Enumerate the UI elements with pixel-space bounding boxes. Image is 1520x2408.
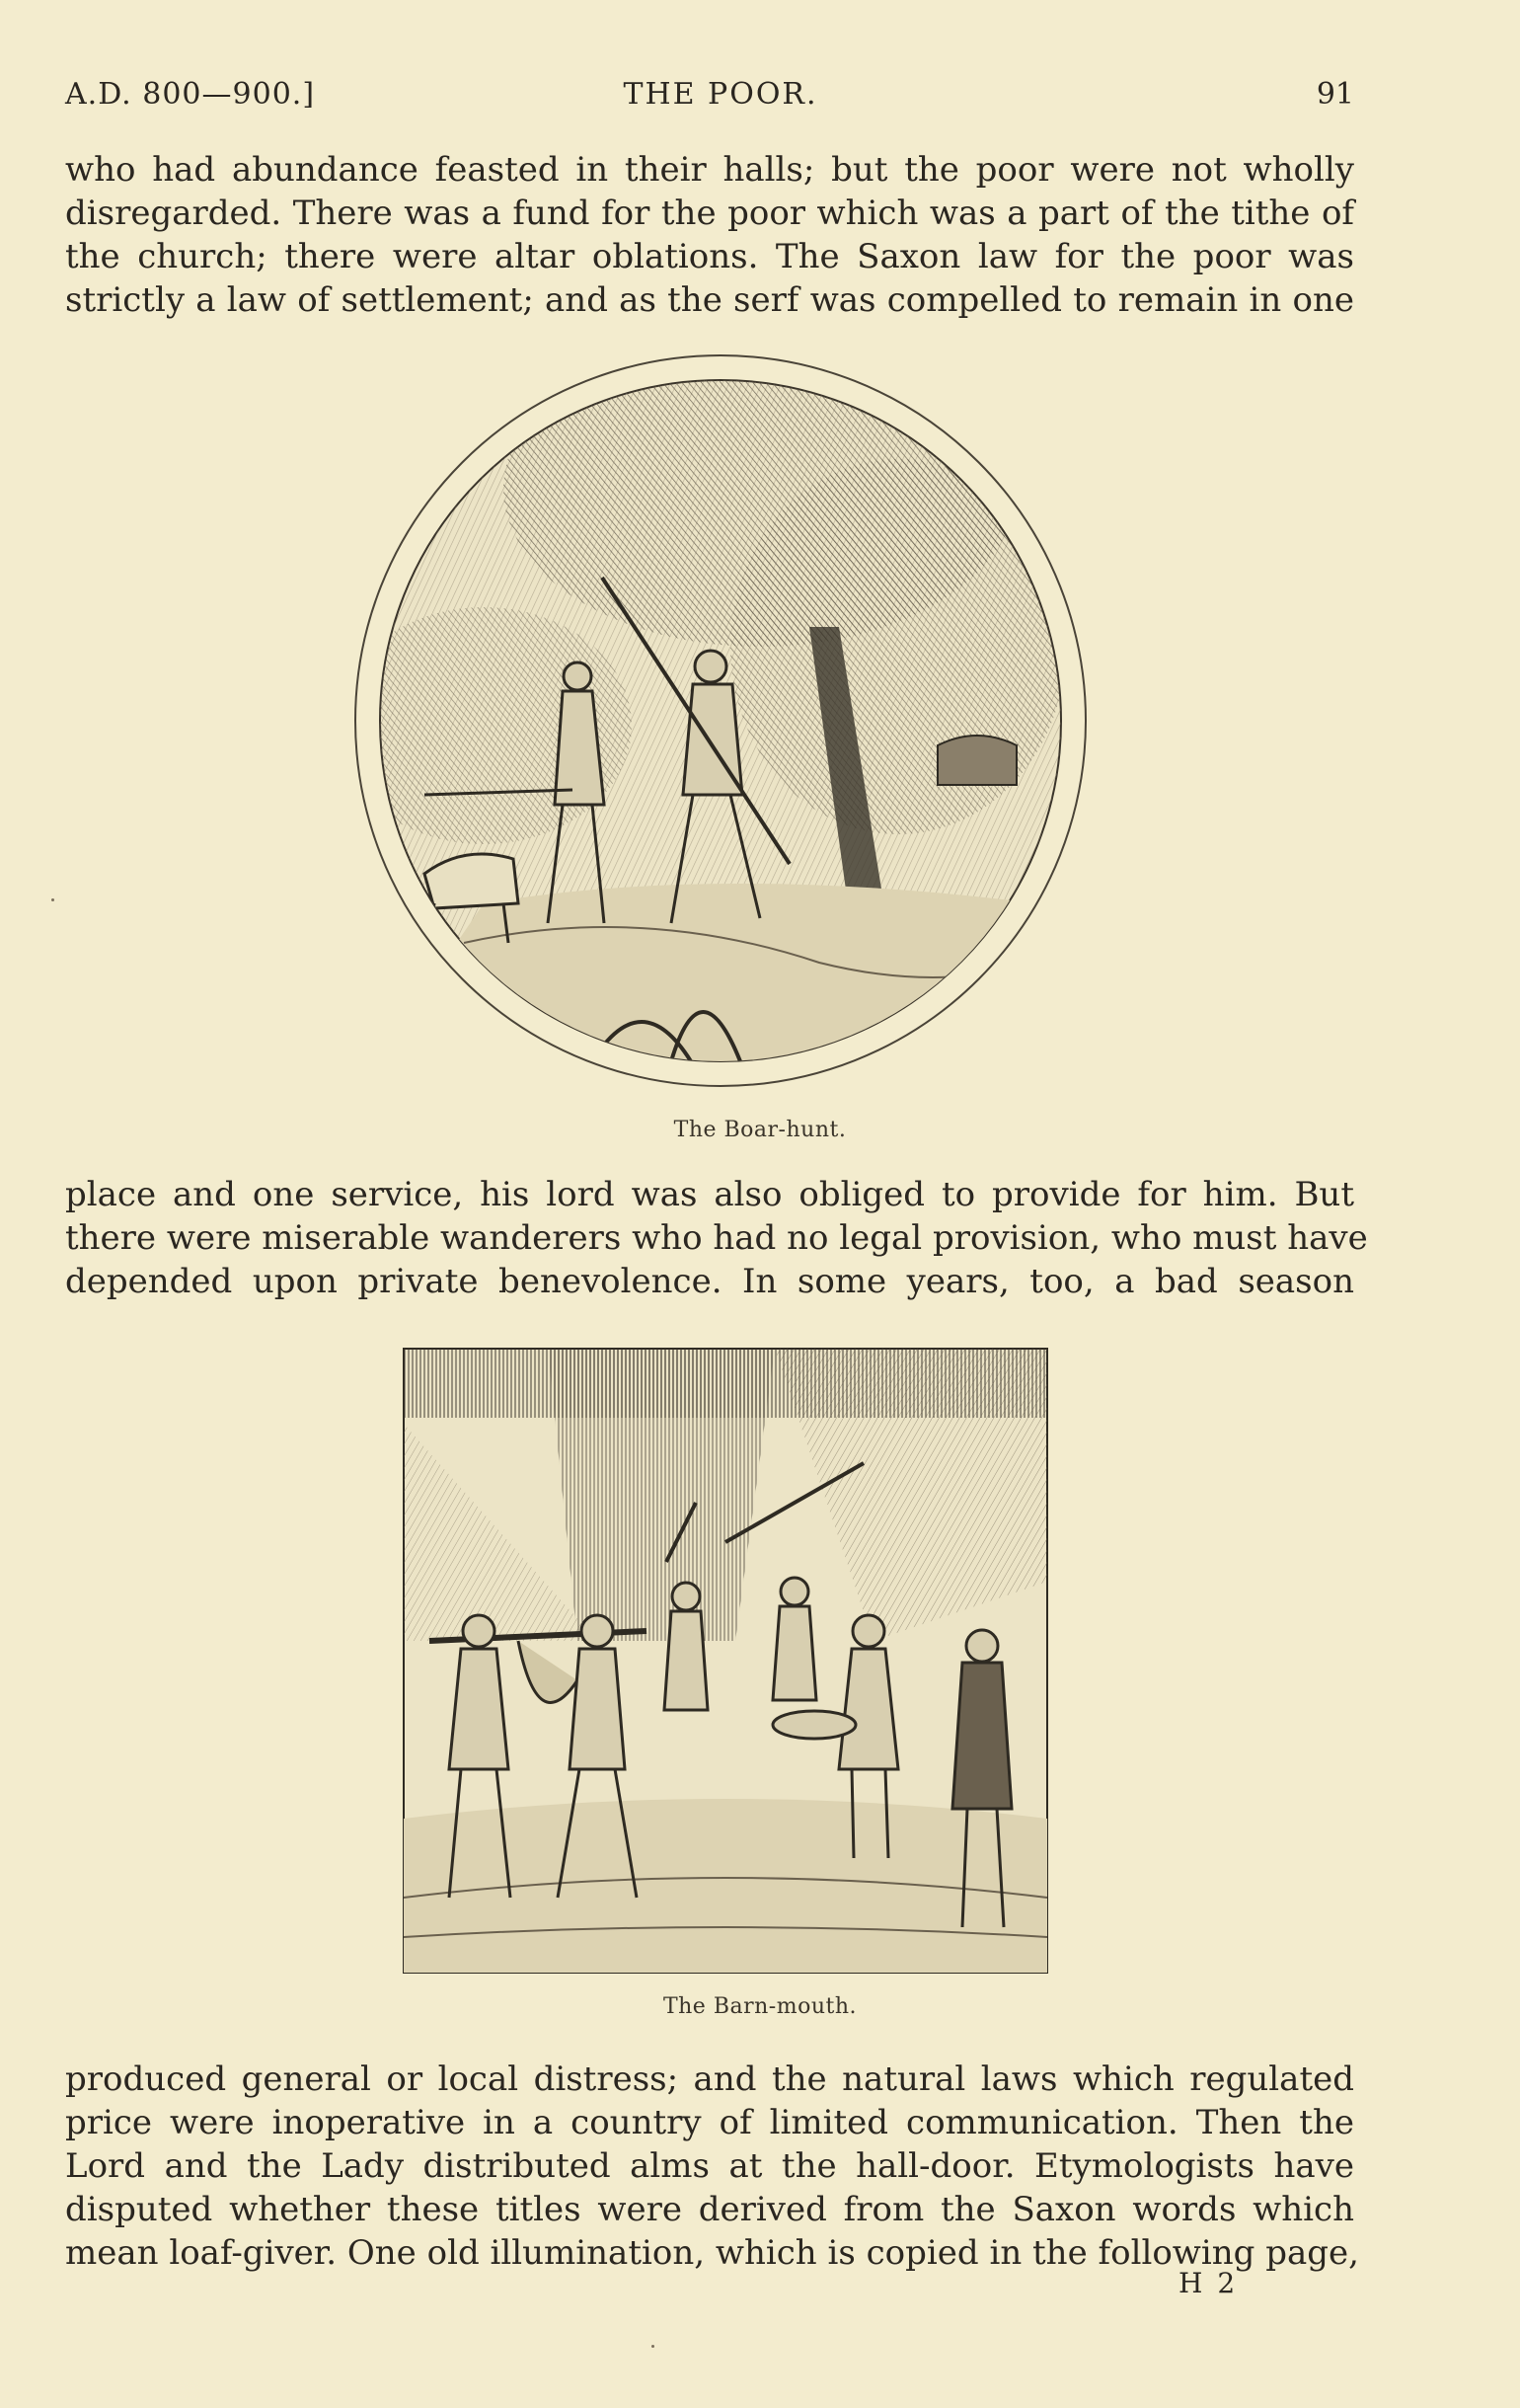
barn-mouth-caption: The Barn-mouth. <box>662 1994 858 2019</box>
text-line: mean loaf-giver. One old illumination, which is copied in the following page, <box>65 2233 1359 2273</box>
text-line: Lord and the Lady distributed alms at the hall-door. Etymologists have <box>65 2146 1354 2186</box>
paragraph-top <box>65 148 1354 322</box>
text-line: who had abundance feasted in their halls; but the poor were not wholly <box>65 150 1354 190</box>
paper-speck <box>651 2345 654 2348</box>
paragraph-middle <box>65 1173 1368 1303</box>
text-line: produced general or local distress; and the natural laws which regulated <box>65 2059 1354 2099</box>
boar-hunt-caption: The Boar-hunt. <box>673 1118 847 1142</box>
header-chapter-title: THE POOR. <box>623 77 818 112</box>
page-number: 91 <box>1316 77 1354 112</box>
header-date-range: A.D. 800—900.] <box>65 77 316 112</box>
boar-hunt-illustration <box>345 350 1105 1106</box>
text-line: the church; there were altar oblations. The Saxon law for the poor was <box>65 237 1354 276</box>
paragraph-bottom <box>65 2058 1359 2275</box>
text-line: place and one service, his lord was also obliged to provide for him. But <box>65 1175 1354 1214</box>
text-line: price were inoperative in a country of limited communication. Then the <box>65 2103 1354 2142</box>
running-head <box>0 77 1520 122</box>
text-line: there were miserable wanderers who had no legal provision, who must have <box>65 1218 1368 1258</box>
barn-mouth-illustration <box>400 1345 1051 1977</box>
signature-mark: H 2 <box>1178 2267 1239 2299</box>
text-line: disregarded. There was a fund for the poor which was a part of the tithe of <box>65 194 1354 233</box>
text-line: strictly a law of settlement; and as the serf was compelled to remain in one <box>65 280 1354 320</box>
text-line: depended upon private benevolence. In some years, too, a bad season <box>65 1262 1354 1301</box>
text-line: disputed whether these titles were derived from the Saxon words which <box>65 2190 1354 2229</box>
paper-speck <box>51 898 54 901</box>
